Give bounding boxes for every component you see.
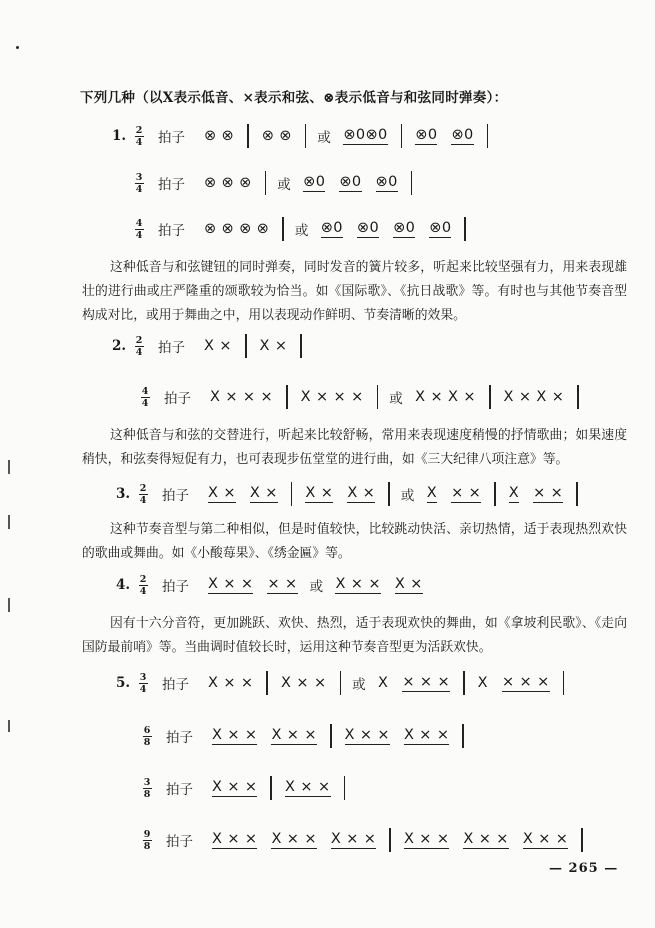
time-signature: $\frac{2}{4}$ — [139, 573, 147, 597]
beat-label: 拍子 — [162, 677, 189, 693]
beat-label: 拍子 — [166, 782, 193, 798]
intro-line: 下列几种（以X表示低音、×表示和弦、⊗表示低音与和弦同时弹奏）： — [80, 90, 508, 106]
example-5-row-2 — [140, 720, 470, 752]
example-5-row-3 — [140, 772, 351, 804]
rhythm-sequence: X × × X × × X × × X × × — [205, 724, 470, 748]
time-signature: $\frac{2}{4}$ — [135, 334, 143, 358]
rhythm-sequence: ⊗ ⊗ ⊗ ⊗ 或 ⊗0⊗0 ⊗0 ⊗0 — [197, 124, 494, 148]
example-number: 4. — [116, 577, 131, 593]
beat-label: 拍子 — [158, 130, 185, 146]
example-1-row-1 — [112, 120, 494, 152]
paragraph-2: 这种低音与和弦的交替进行，听起来比较舒畅，常用来表现速度稍慢的抒情歌曲；如果速度稍快，和弦奏得短促有力，也可表现步伍堂堂的进行曲，如《三大纪律八项注意》等。 — [82, 428, 627, 467]
example-3-row — [116, 478, 584, 510]
rhythm-sequence: ⊗ ⊗ ⊗ 或 ⊗0 ⊗0 ⊗0 — [197, 171, 418, 195]
time-signature: $\frac{4}{4}$ — [135, 217, 143, 241]
beat-label: 拍子 — [164, 391, 191, 407]
beat-label: 拍子 — [166, 834, 193, 850]
example-number: 1. — [112, 128, 127, 144]
margin-mark — [8, 720, 10, 732]
time-signature: $\frac{3}{4}$ — [139, 671, 147, 695]
rhythm-sequence: ⊗ ⊗ ⊗ ⊗ 或 ⊗0 ⊗0 ⊗0 ⊗0 — [197, 217, 472, 241]
time-signature: $\frac{9}{8}$ — [143, 828, 151, 852]
beat-label: 拍子 — [158, 177, 185, 193]
time-signature: $\frac{3}{8}$ — [143, 776, 151, 800]
example-number: 3. — [116, 486, 131, 502]
example-4-row — [116, 569, 430, 601]
rhythm-sequence: X × X × — [197, 334, 308, 358]
margin-mark — [8, 515, 10, 529]
paragraph-4: 因有十六分音符，更加跳跃、欢快、热烈，适于表现欢快的舞曲，如《拿坡利民歌》、《走向国防最前哨》等。当曲调时值较长时，运用这种节奏音型更为活跃欢快。 — [82, 616, 627, 655]
time-signature: $\frac{4}{4}$ — [141, 385, 149, 409]
page-number: — 265 — — [549, 861, 619, 876]
example-1-row-3 — [132, 213, 472, 245]
rhythm-sequence: X × × X × × 或 X × × × X × × × — [201, 671, 570, 695]
example-2-row-2 — [138, 381, 585, 413]
example-1-row-2 — [132, 167, 418, 199]
example-2-row-1 — [112, 330, 308, 362]
paragraph-1: 这种低音与和弦键钮的同时弹奏，同时发音的簧片较多，听起来比较坚强有力，用来表现雄壮的进行曲或庄严隆重的颂歌较为恰当。如《国际歌》、《抗日战歌》等。有时也与其他节奏音型构成对比，或用于舞曲之中，用以表现动作鲜明、节奏清晰的效果。 — [82, 260, 627, 323]
beat-label: 拍子 — [162, 488, 189, 504]
example-5-row-1 — [116, 667, 570, 699]
rhythm-sequence: X × × × X × × × 或 X × X × X × X × — [203, 385, 585, 409]
example-number: 5. — [116, 675, 131, 691]
beat-label: 拍子 — [158, 340, 185, 356]
margin-mark — [8, 460, 10, 474]
time-signature: $\frac{6}{8}$ — [143, 724, 151, 748]
time-signature: $\frac{3}{4}$ — [135, 171, 143, 195]
beat-label: 拍子 — [162, 579, 189, 595]
scan-speck — [16, 46, 19, 49]
margin-mark — [8, 598, 10, 612]
rhythm-sequence: X × × X × × X × × X × × X × × X × × — [205, 828, 589, 852]
rhythm-sequence: X × X × X × X × 或 X × × X × × — [201, 482, 584, 506]
beat-label: 拍子 — [158, 223, 185, 239]
paragraph-3: 这种节奏音型与第二种相似，但是时值较快，比较跳动快活、亲切热情，适于表现热烈欢快的歌曲或舞曲。如《小酸莓果》、《绣金匾》等。 — [82, 522, 627, 561]
rhythm-sequence: X × × × × 或 X × × X × — [208, 576, 423, 595]
time-signature: $\frac{2}{4}$ — [135, 124, 143, 148]
time-signature: $\frac{2}{4}$ — [139, 482, 147, 506]
example-number: 2. — [112, 338, 127, 354]
example-5-row-4 — [140, 824, 589, 856]
rhythm-sequence: X × × X × × — [205, 776, 351, 800]
beat-label: 拍子 — [166, 730, 193, 746]
